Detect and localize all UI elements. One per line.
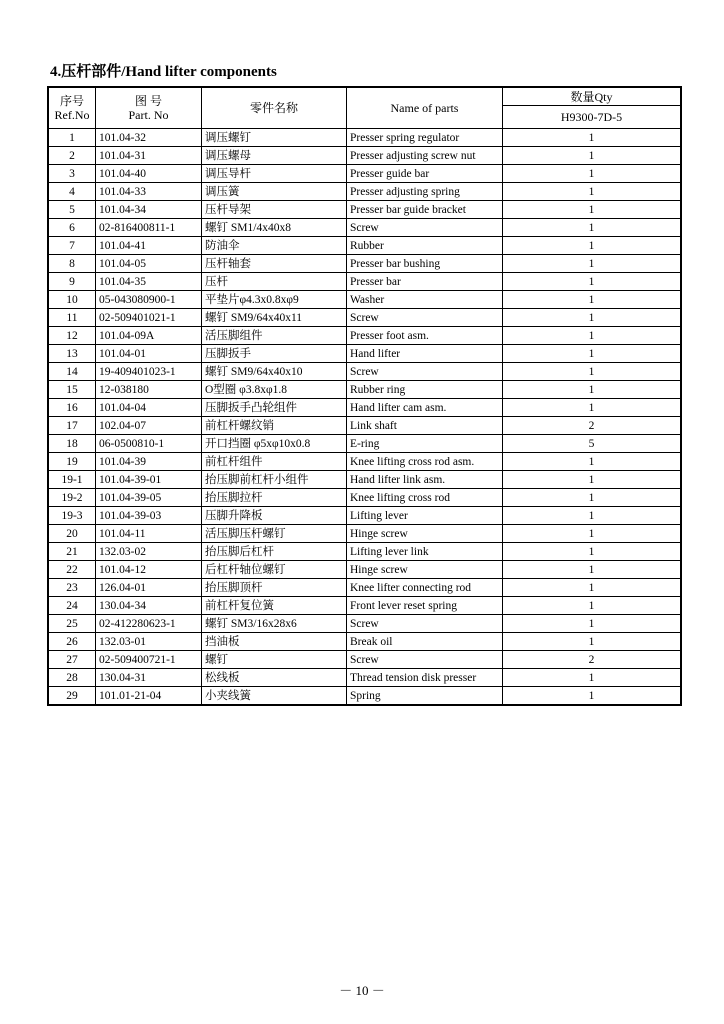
cell-name-en: Presser adjusting screw nut bbox=[347, 147, 503, 165]
cell-ref-no: 14 bbox=[48, 363, 96, 381]
cell-qty: 2 bbox=[503, 651, 682, 669]
cell-ref-no: 4 bbox=[48, 183, 96, 201]
table-row bbox=[48, 237, 681, 255]
table-row bbox=[48, 417, 681, 435]
table-row bbox=[48, 309, 681, 327]
cell-ref-no: 24 bbox=[48, 597, 96, 615]
table-row bbox=[48, 507, 681, 525]
cell-qty: 5 bbox=[503, 435, 682, 453]
page-number: － 10 － bbox=[339, 983, 385, 998]
cell-ref-no: 8 bbox=[48, 255, 96, 273]
cell-name-cn: 后杠杆轴位螺钉 bbox=[202, 561, 347, 579]
cell-name-en: Hinge screw bbox=[347, 525, 503, 543]
table-row bbox=[48, 345, 681, 363]
cell-name-en: Presser bar bushing bbox=[347, 255, 503, 273]
cell-name-cn: 压脚扳手 bbox=[202, 345, 347, 363]
cell-part-no: 102.04-07 bbox=[96, 417, 202, 435]
cell-ref-no: 26 bbox=[48, 633, 96, 651]
cell-name-cn: 压杆导架 bbox=[202, 201, 347, 219]
cell-part-no: 132.03-02 bbox=[96, 543, 202, 561]
cell-part-no: 101.01-21-04 bbox=[96, 687, 202, 706]
cell-part-no: 130.04-31 bbox=[96, 669, 202, 687]
table-row bbox=[48, 669, 681, 687]
cell-part-no: 101.04-39-01 bbox=[96, 471, 202, 489]
cell-ref-no: 22 bbox=[48, 561, 96, 579]
cell-name-cn: 前杠杆组件 bbox=[202, 453, 347, 471]
table-row bbox=[48, 219, 681, 237]
cell-qty: 1 bbox=[503, 687, 682, 706]
cell-part-no: 101.04-09A bbox=[96, 327, 202, 345]
cell-part-no: 02-412280623-1 bbox=[96, 615, 202, 633]
cell-part-no: 101.04-39-03 bbox=[96, 507, 202, 525]
cell-ref-no: 3 bbox=[48, 165, 96, 183]
header-part-no: 图 号 Part. No bbox=[96, 87, 202, 129]
cell-part-no: 02-509401021-1 bbox=[96, 309, 202, 327]
cell-name-cn: 调压螺母 bbox=[202, 147, 347, 165]
cell-qty: 1 bbox=[503, 525, 682, 543]
cell-name-en: Knee lifting cross rod asm. bbox=[347, 453, 503, 471]
table-header bbox=[48, 87, 681, 129]
table-row bbox=[48, 327, 681, 345]
cell-ref-no: 10 bbox=[48, 291, 96, 309]
cell-name-cn: 防油伞 bbox=[202, 237, 347, 255]
cell-qty: 1 bbox=[503, 363, 682, 381]
cell-part-no: 02-816400811-1 bbox=[96, 219, 202, 237]
cell-qty: 1 bbox=[503, 201, 682, 219]
cell-name-en: Hinge screw bbox=[347, 561, 503, 579]
cell-name-cn: 螺钉 SM3/16x28x6 bbox=[202, 615, 347, 633]
cell-name-cn: 小夹线簧 bbox=[202, 687, 347, 706]
cell-name-en: Screw bbox=[347, 615, 503, 633]
table-row bbox=[48, 525, 681, 543]
cell-name-en: Rubber bbox=[347, 237, 503, 255]
cell-name-cn: 螺钉 SM1/4x40x8 bbox=[202, 219, 347, 237]
cell-name-en: Presser bar guide bracket bbox=[347, 201, 503, 219]
cell-ref-no: 19 bbox=[48, 453, 96, 471]
cell-qty: 1 bbox=[503, 543, 682, 561]
cell-name-cn: 压杆 bbox=[202, 273, 347, 291]
cell-part-no: 101.04-33 bbox=[96, 183, 202, 201]
cell-name-en: Rubber ring bbox=[347, 381, 503, 399]
cell-name-en: Presser foot asm. bbox=[347, 327, 503, 345]
cell-qty: 1 bbox=[503, 129, 682, 147]
cell-name-cn: 抬压脚前杠杆小组件 bbox=[202, 471, 347, 489]
cell-name-cn: 调压簧 bbox=[202, 183, 347, 201]
cell-name-en: Presser spring regulator bbox=[347, 129, 503, 147]
table-row bbox=[48, 381, 681, 399]
cell-qty: 2 bbox=[503, 417, 682, 435]
cell-part-no: 02-509400721-1 bbox=[96, 651, 202, 669]
cell-part-no: 101.04-05 bbox=[96, 255, 202, 273]
cell-qty: 1 bbox=[503, 615, 682, 633]
cell-qty: 1 bbox=[503, 273, 682, 291]
cell-name-en: Hand lifter link asm. bbox=[347, 471, 503, 489]
cell-part-no: 05-043080900-1 bbox=[96, 291, 202, 309]
cell-qty: 1 bbox=[503, 507, 682, 525]
table-body bbox=[48, 129, 681, 706]
cell-name-en: Hand lifter bbox=[347, 345, 503, 363]
cell-qty: 1 bbox=[503, 147, 682, 165]
cell-qty: 1 bbox=[503, 597, 682, 615]
cell-qty: 1 bbox=[503, 453, 682, 471]
cell-ref-no: 5 bbox=[48, 201, 96, 219]
cell-part-no: 101.04-34 bbox=[96, 201, 202, 219]
page-title: 4.压杆部件/Hand lifter components bbox=[50, 64, 277, 80]
cell-name-cn: 压脚扳手凸轮组件 bbox=[202, 399, 347, 417]
cell-qty: 1 bbox=[503, 489, 682, 507]
cell-qty: 1 bbox=[503, 471, 682, 489]
cell-ref-no: 13 bbox=[48, 345, 96, 363]
cell-qty: 1 bbox=[503, 183, 682, 201]
cell-ref-no: 28 bbox=[48, 669, 96, 687]
table-row bbox=[48, 435, 681, 453]
cell-part-no: 130.04-34 bbox=[96, 597, 202, 615]
cell-qty: 1 bbox=[503, 381, 682, 399]
cell-name-cn: 调压导杆 bbox=[202, 165, 347, 183]
cell-name-en: Thread tension disk presser bbox=[347, 669, 503, 687]
table-row bbox=[48, 363, 681, 381]
cell-name-cn: 螺钉 SM9/64x40x10 bbox=[202, 363, 347, 381]
table-row bbox=[48, 489, 681, 507]
table-row bbox=[48, 165, 681, 183]
cell-qty: 1 bbox=[503, 399, 682, 417]
header-ref-no: 序号 Ref.No bbox=[48, 87, 96, 129]
table-row bbox=[48, 543, 681, 561]
table-row bbox=[48, 183, 681, 201]
table-row bbox=[48, 615, 681, 633]
cell-part-no: 101.04-04 bbox=[96, 399, 202, 417]
table-row bbox=[48, 129, 681, 147]
cell-ref-no: 23 bbox=[48, 579, 96, 597]
cell-qty: 1 bbox=[503, 219, 682, 237]
cell-qty: 1 bbox=[503, 309, 682, 327]
cell-ref-no: 20 bbox=[48, 525, 96, 543]
cell-ref-no: 17 bbox=[48, 417, 96, 435]
cell-name-cn: 抬压脚拉杆 bbox=[202, 489, 347, 507]
cell-name-cn: 活压脚组件 bbox=[202, 327, 347, 345]
cell-part-no: 19-409401023-1 bbox=[96, 363, 202, 381]
cell-name-cn: 螺钉 SM9/64x40x11 bbox=[202, 309, 347, 327]
cell-name-en: Knee lifter connecting rod bbox=[347, 579, 503, 597]
cell-ref-no: 18 bbox=[48, 435, 96, 453]
cell-qty: 1 bbox=[503, 579, 682, 597]
cell-ref-no: 15 bbox=[48, 381, 96, 399]
cell-qty: 1 bbox=[503, 165, 682, 183]
cell-name-en: Screw bbox=[347, 363, 503, 381]
table-row bbox=[48, 201, 681, 219]
cell-name-cn: 前杠杆复位簧 bbox=[202, 597, 347, 615]
cell-qty: 1 bbox=[503, 561, 682, 579]
cell-qty: 1 bbox=[503, 345, 682, 363]
cell-name-cn: 螺钉 bbox=[202, 651, 347, 669]
cell-name-en: Lifting lever bbox=[347, 507, 503, 525]
cell-name-cn: 活压脚压杆螺钉 bbox=[202, 525, 347, 543]
table-row bbox=[48, 597, 681, 615]
cell-name-cn: 调压螺钉 bbox=[202, 129, 347, 147]
cell-qty: 1 bbox=[503, 669, 682, 687]
cell-ref-no: 29 bbox=[48, 687, 96, 706]
table-row bbox=[48, 273, 681, 291]
cell-ref-no: 19-1 bbox=[48, 471, 96, 489]
cell-name-en: Lifting lever link bbox=[347, 543, 503, 561]
cell-part-no: 101.04-11 bbox=[96, 525, 202, 543]
cell-name-en: Screw bbox=[347, 651, 503, 669]
cell-name-en: Knee lifting cross rod bbox=[347, 489, 503, 507]
cell-ref-no: 19-3 bbox=[48, 507, 96, 525]
cell-qty: 1 bbox=[503, 237, 682, 255]
cell-ref-no: 27 bbox=[48, 651, 96, 669]
cell-name-cn: O型圈 φ3.8xφ1.8 bbox=[202, 381, 347, 399]
cell-ref-no: 16 bbox=[48, 399, 96, 417]
cell-ref-no: 19-2 bbox=[48, 489, 96, 507]
cell-part-no: 101.04-01 bbox=[96, 345, 202, 363]
cell-name-cn: 抬压脚后杠杆 bbox=[202, 543, 347, 561]
cell-ref-no: 6 bbox=[48, 219, 96, 237]
cell-name-en: Screw bbox=[347, 219, 503, 237]
cell-ref-no: 2 bbox=[48, 147, 96, 165]
cell-name-cn: 抬压脚顶杆 bbox=[202, 579, 347, 597]
cell-part-no: 101.04-35 bbox=[96, 273, 202, 291]
cell-ref-no: 1 bbox=[48, 129, 96, 147]
cell-part-no: 06-0500810-1 bbox=[96, 435, 202, 453]
cell-name-cn: 前杠杆螺纹销 bbox=[202, 417, 347, 435]
cell-part-no: 101.04-41 bbox=[96, 237, 202, 255]
table-row bbox=[48, 291, 681, 309]
cell-qty: 1 bbox=[503, 291, 682, 309]
table-row bbox=[48, 255, 681, 273]
table-row bbox=[48, 399, 681, 417]
cell-part-no: 101.04-39-05 bbox=[96, 489, 202, 507]
cell-qty: 1 bbox=[503, 255, 682, 273]
cell-name-en: Presser bar bbox=[347, 273, 503, 291]
cell-qty: 1 bbox=[503, 327, 682, 345]
header-name-cn: 零件名称 bbox=[202, 87, 347, 129]
table-row bbox=[48, 471, 681, 489]
cell-name-en: Hand lifter cam asm. bbox=[347, 399, 503, 417]
cell-name-en: E-ring bbox=[347, 435, 503, 453]
header-model: H9300-7D-5 bbox=[503, 106, 682, 129]
table-row bbox=[48, 453, 681, 471]
cell-name-cn: 松线板 bbox=[202, 669, 347, 687]
cell-name-cn: 开口挡圈 φ5xφ10x0.8 bbox=[202, 435, 347, 453]
cell-part-no: 101.04-32 bbox=[96, 129, 202, 147]
cell-name-en: Screw bbox=[347, 309, 503, 327]
cell-part-no: 101.04-31 bbox=[96, 147, 202, 165]
table-row bbox=[48, 687, 681, 706]
cell-part-no: 101.04-40 bbox=[96, 165, 202, 183]
cell-ref-no: 9 bbox=[48, 273, 96, 291]
table-row bbox=[48, 633, 681, 651]
cell-ref-no: 12 bbox=[48, 327, 96, 345]
cell-part-no: 101.04-12 bbox=[96, 561, 202, 579]
cell-part-no: 101.04-39 bbox=[96, 453, 202, 471]
parts-table bbox=[47, 86, 682, 706]
table-row bbox=[48, 561, 681, 579]
cell-part-no: 12-038180 bbox=[96, 381, 202, 399]
cell-name-en: Break oil bbox=[347, 633, 503, 651]
cell-ref-no: 11 bbox=[48, 309, 96, 327]
cell-name-en: Presser adjusting spring bbox=[347, 183, 503, 201]
cell-qty: 1 bbox=[503, 633, 682, 651]
cell-name-en: Front lever reset spring bbox=[347, 597, 503, 615]
cell-name-en: Spring bbox=[347, 687, 503, 706]
table-row bbox=[48, 147, 681, 165]
cell-name-cn: 压杆轴套 bbox=[202, 255, 347, 273]
cell-name-en: Link shaft bbox=[347, 417, 503, 435]
cell-part-no: 126.04-01 bbox=[96, 579, 202, 597]
cell-ref-no: 21 bbox=[48, 543, 96, 561]
header-qty: 数量Qty bbox=[503, 87, 682, 106]
cell-name-en: Presser guide bar bbox=[347, 165, 503, 183]
cell-name-en: Washer bbox=[347, 291, 503, 309]
cell-ref-no: 25 bbox=[48, 615, 96, 633]
header-name-en: Name of parts bbox=[347, 87, 503, 129]
cell-name-cn: 压脚升降板 bbox=[202, 507, 347, 525]
cell-ref-no: 7 bbox=[48, 237, 96, 255]
cell-name-cn: 挡油板 bbox=[202, 633, 347, 651]
table-row bbox=[48, 651, 681, 669]
table-row bbox=[48, 579, 681, 597]
cell-part-no: 132.03-01 bbox=[96, 633, 202, 651]
cell-name-cn: 平垫片φ4.3x0.8xφ9 bbox=[202, 291, 347, 309]
